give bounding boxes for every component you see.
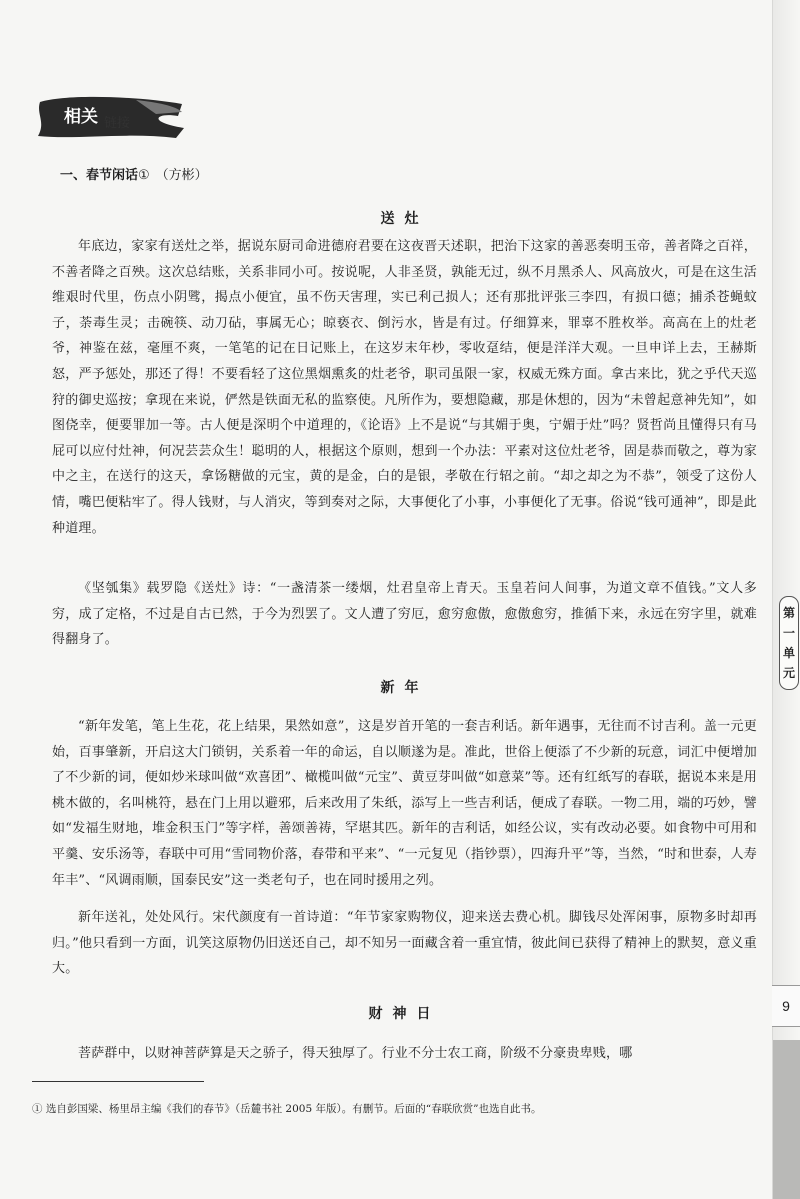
- related-links-banner: [36, 92, 186, 142]
- page-number: 9: [772, 985, 800, 1027]
- section-title-text: 一、春节闲话: [60, 168, 139, 183]
- heading-xinnian: 新年: [380, 680, 429, 696]
- footnote-divider: [32, 1081, 204, 1082]
- paragraph: “新年发笔，笔上生花，花上结果，果然如意”，这是岁首开笔的一套吉利话。新年遇事，无往而不讨吉利。盖一元更始，百事肇新，开启这大门锁钥，关系着一年的命运，自以顺遂为是。准此，世俗上便添了不少新的玩意，词汇中便增加了不少新的词，便如炒米球叫做“欢喜团”、橄榄叫做“元宝”、黄豆芽叫做“如意菜”等。还有红纸写的春联，据说本来是用桃木做的，名叫桃符，悬在门上用以避邪，后来改用了朱纸，添写上一些吉利话，便成了春联。一物二用，端的巧妙，譬如“发福生财地，堆金积玉门”等字样，善颂善祷，罕堪其匹。新年的吉利话，如经公议，实有改动必要。如食物中可用和平羹、安乐汤等，春联中可用“雪同物价落，春带和平来”、“一元复见（指钞票），四海升平”等，当然，“时和世泰，人寿年丰”、“风调雨顺，国泰民安”这一类老句子，也在同时援用之列。: [52, 719, 757, 888]
- paragraph: 《坚瓠集》载罗隐《送灶》诗：“一盏清茶一缕烟，灶君皇帝上青天。玉皇若问人间事，为道文章不值钱。”文人多穷，成了定格，不过是自古已然，于今为烈罢了。文人遭了穷厄，愈穷愈傲，愈傲愈穷，推循下来，永远在穷字里，就难得翻身了。: [52, 581, 757, 648]
- paragraph: 菩萨群中，以财神菩萨算是天之骄子，得天独厚了。行业不分士农工商，阶级不分豪贵卑贱，哪: [78, 1046, 633, 1061]
- paragraph: 新年送礼，处处风行。宋代颜度有一首诗道：“年节家家购物仪，迎来送去费心机。脚钱尽处浑闲事，原物多时却再归。”他只看到一方面，讥笑这原物仍旧送还自己，却不知另一面藏含着一重宜情，彼此间已获得了精神上的默契，意义重大。: [52, 910, 757, 977]
- unit-tab-char: 单: [782, 646, 795, 660]
- heading-caishenri: 财神日: [368, 1006, 441, 1022]
- unit-tab-char: 元: [782, 666, 795, 680]
- paragraph: 年底边，家家有送灶之举，据说东厨司命进德府君要在这夜晋天述职，把治下这家的善恶奏明玉帝，善者降之百祥，不善者降之百殃。这次总结账，关系非同小可。按说呢，人非圣贤，孰能无过，纵不月黑杀人、风高放火，可是在这生活维艰时代里，伤点小阴骘，揭点小便宜，虽不伤天害理，实已利己损人；还有那批评张三李四，有损口德；捕杀苍蝇蚊子，荼毒生灵；击碗筷、动刀砧，事属无心；晾亵衣、倒污水，皆是有过。仔细算来，罪辜不胜枚举。高高在上的灶老爷，神鉴在兹，毫厘不爽，一笔笔的记在日记账上，在这岁末年杪，零收趸结，便是洋洋大观。一旦申详上去，王赫斯怒，严予惩处，那还了得！不要看轻了这位黑烟熏炙的灶老爷，职司虽限一家，权威无殊方面。拿古来比，犹之乎代天巡狩的御史巡按；拿现在来说，俨然是铁面无私的监察使。凡所作为，要想隐藏，那是休想的，因为“未曾起意神先知”，如图侥幸，便要罪加一等。古人便是深明个中道理的，《论语》上不是说“与其媚于奥，宁媚于灶”吗？贤哲尚且懂得只有马屁可以应付灶神，何况芸芸众生！聪明的人，根据这个原则，想到一个办法：平素对这位灶老爷，固是恭而敬之，尊为家中之主，在送行的这天，拿饧糖做的元宝，黄的是金，白的是银，孝敬在行轺之前。“却之却之为不恭”，领受了这份人情，嘴巴便粘牢了。得人钱财，与人消灾，等到奏对之际，大事便化了小事，小事便化了无事。俗说“钱可通神”，即是此种道理。: [52, 239, 757, 536]
- section-title: [60, 164, 208, 183]
- footnote: ① 选自彭国梁、杨里昂主编《我们的春节》（岳麓书社 2005 年版）。有删节。后面的“春联欣赏”也选自此书。: [32, 1103, 542, 1115]
- banner-word-1: 相关: [64, 107, 98, 127]
- banner-word-2: 链接: [104, 116, 131, 131]
- unit-tab-char: 一: [782, 626, 795, 640]
- unit-tab: [779, 596, 799, 690]
- footnote-mark: ①: [138, 168, 150, 183]
- heading-songzao: 送灶: [380, 211, 429, 227]
- unit-tab-char: 第: [782, 606, 795, 620]
- side-strip-shade: [773, 1040, 800, 1199]
- section-author: （方彬）: [155, 168, 208, 183]
